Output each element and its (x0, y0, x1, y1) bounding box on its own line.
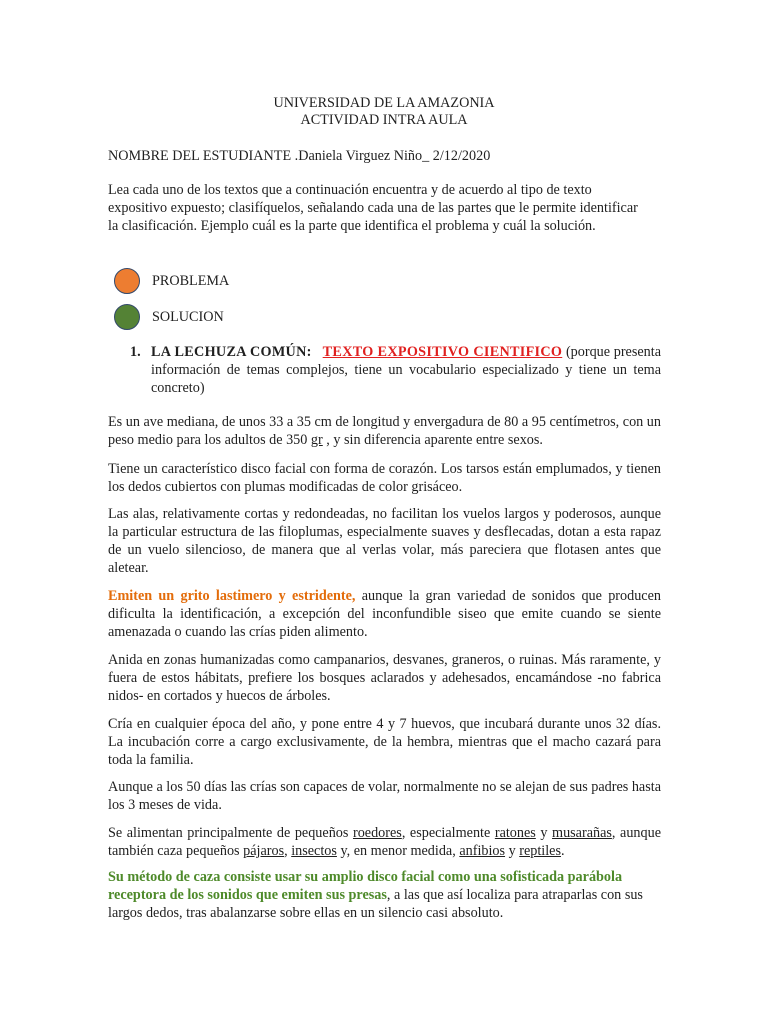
link-pajaros[interactable]: pájaros (243, 843, 285, 859)
link-anfibios[interactable]: anfibios (459, 843, 506, 859)
link-musaranas[interactable]: musarañas (552, 825, 612, 841)
orange-circle-icon (114, 268, 140, 294)
text-type-label: TEXTO EXPOSITIVO CIENTIFICO (322, 344, 563, 360)
solution-highlight: Su método de caza consiste usar su amplio disco facial como una sofisticada parábola receptora de los sonidos que emiten sus presas (108, 869, 623, 903)
paragraph-6: Cría en cualquier época del año, y pone entre 4 y 7 huevos, que incubará durante unos 32 días. La incubación corre a cargo exclusivamente, de la hembra, mientras que el macho cazará para toda la familia. (108, 716, 661, 768)
legend-problem (114, 268, 229, 294)
text-type-reason: (porque presenta información de temas complejos, tiene un vocabulario especializado y tiene un tema concreto) (151, 344, 662, 396)
university-title: UNIVERSIDAD DE LA AMAZONIA (273, 95, 495, 111)
p4-text: aunque la gran variedad de sonidos que producen dificulta la identificación, a excepción del inconfundible siseo que emite cuando se siente amenazada o cuando las crías piden alimento. (108, 588, 661, 640)
p9-text: , a las que así localiza para atraparlas con sus largos dedos, tras abalanzarse sobre ellas en un silencio casi absoluto. (108, 887, 643, 921)
legend-solution-label: SOLUCION (152, 309, 224, 325)
paragraph-4 (108, 587, 661, 641)
paragraph-3: Las alas, relativamente cortas y redondeadas, no facilitan los vuelos largos y poderosos, aunque la particular estructura de las filoplumas, especialmente suaves y desflecadas, dotan a esta rapaz de un vuelo silencioso, de manera que al verlas volar, más pareciera que flotasen antes que aletear. (108, 506, 661, 576)
section-heading (151, 343, 661, 397)
paragraph-1 (108, 413, 661, 449)
p8-end: . (561, 843, 565, 859)
p8-sep-4: , (284, 843, 292, 859)
p8-sep-6: y (505, 843, 520, 859)
p1-unit: gr (310, 432, 323, 448)
section-number: 1. (130, 344, 141, 360)
p8-text: Se alimentan principalmente de pequeños (108, 825, 353, 841)
p8-sep-3: , aunque también caza pequeños (108, 825, 661, 859)
p8-sep-5: y, en menor medida, (336, 843, 460, 859)
paragraph-5: Anida en zonas humanizadas como campanarios, desvanes, graneros, o ruinas. Más raramente, y fuera de estos hábitats, prefiere los bosques aclarados y adehesados, encamándose -no fabrica nidos- en cortados y huecos de árboles. (108, 652, 661, 704)
p8-sep-1: , especialmente (401, 825, 495, 841)
instructions-paragraph: Lea cada uno de los textos que a continuación encuentra y de acuerdo al tipo de texto expositivo expuesto; clasifíquelos, señalando cada una de las partes que le permite identificar la clasificación. Ejemplo cuál es la parte que identifica el problema y cuál la solución. (108, 182, 638, 234)
link-insectos[interactable]: insectos (291, 843, 337, 859)
paragraph-9 (108, 868, 661, 922)
problem-highlight: Emiten un grito lastimero y estridente, (108, 588, 356, 604)
paragraph-8 (108, 824, 661, 860)
link-roedores[interactable]: roedores (352, 825, 402, 841)
paragraph-7: Aunque a los 50 días las crías son capaces de volar, normalmente no se alejan de sus padres hasta los 3 meses de vida. (108, 779, 661, 813)
paragraph-2: Tiene un característico disco facial con forma de corazón. Los tarsos están emplumados, y tienen los dedos cubiertos con plumas modificadas de color grisáceo. (108, 461, 661, 495)
green-circle-icon (114, 304, 140, 330)
activity-title: ACTIVIDAD INTRA AULA (300, 112, 468, 128)
p8-sep-2: y (535, 825, 553, 841)
p1-text-end: , y sin diferencia aparente entre sexos. (322, 432, 543, 448)
student-name-line: NOMBRE DEL ESTUDIANTE .Daniela Virguez Niño_ 2/12/2020 (108, 148, 491, 164)
link-reptiles[interactable]: reptiles (519, 843, 561, 859)
section-title: LA LECHUZA COMÚN: (151, 344, 312, 360)
p1-text: Es un ave mediana, de unos 33 a 35 cm de longitud y envergadura de 80 a 95 centímetros, con un peso medio para los adultos de 350 (108, 414, 661, 448)
legend-problem-label: PROBLEMA (152, 273, 230, 289)
legend-solution (114, 304, 224, 330)
link-ratones[interactable]: ratones (494, 825, 536, 841)
